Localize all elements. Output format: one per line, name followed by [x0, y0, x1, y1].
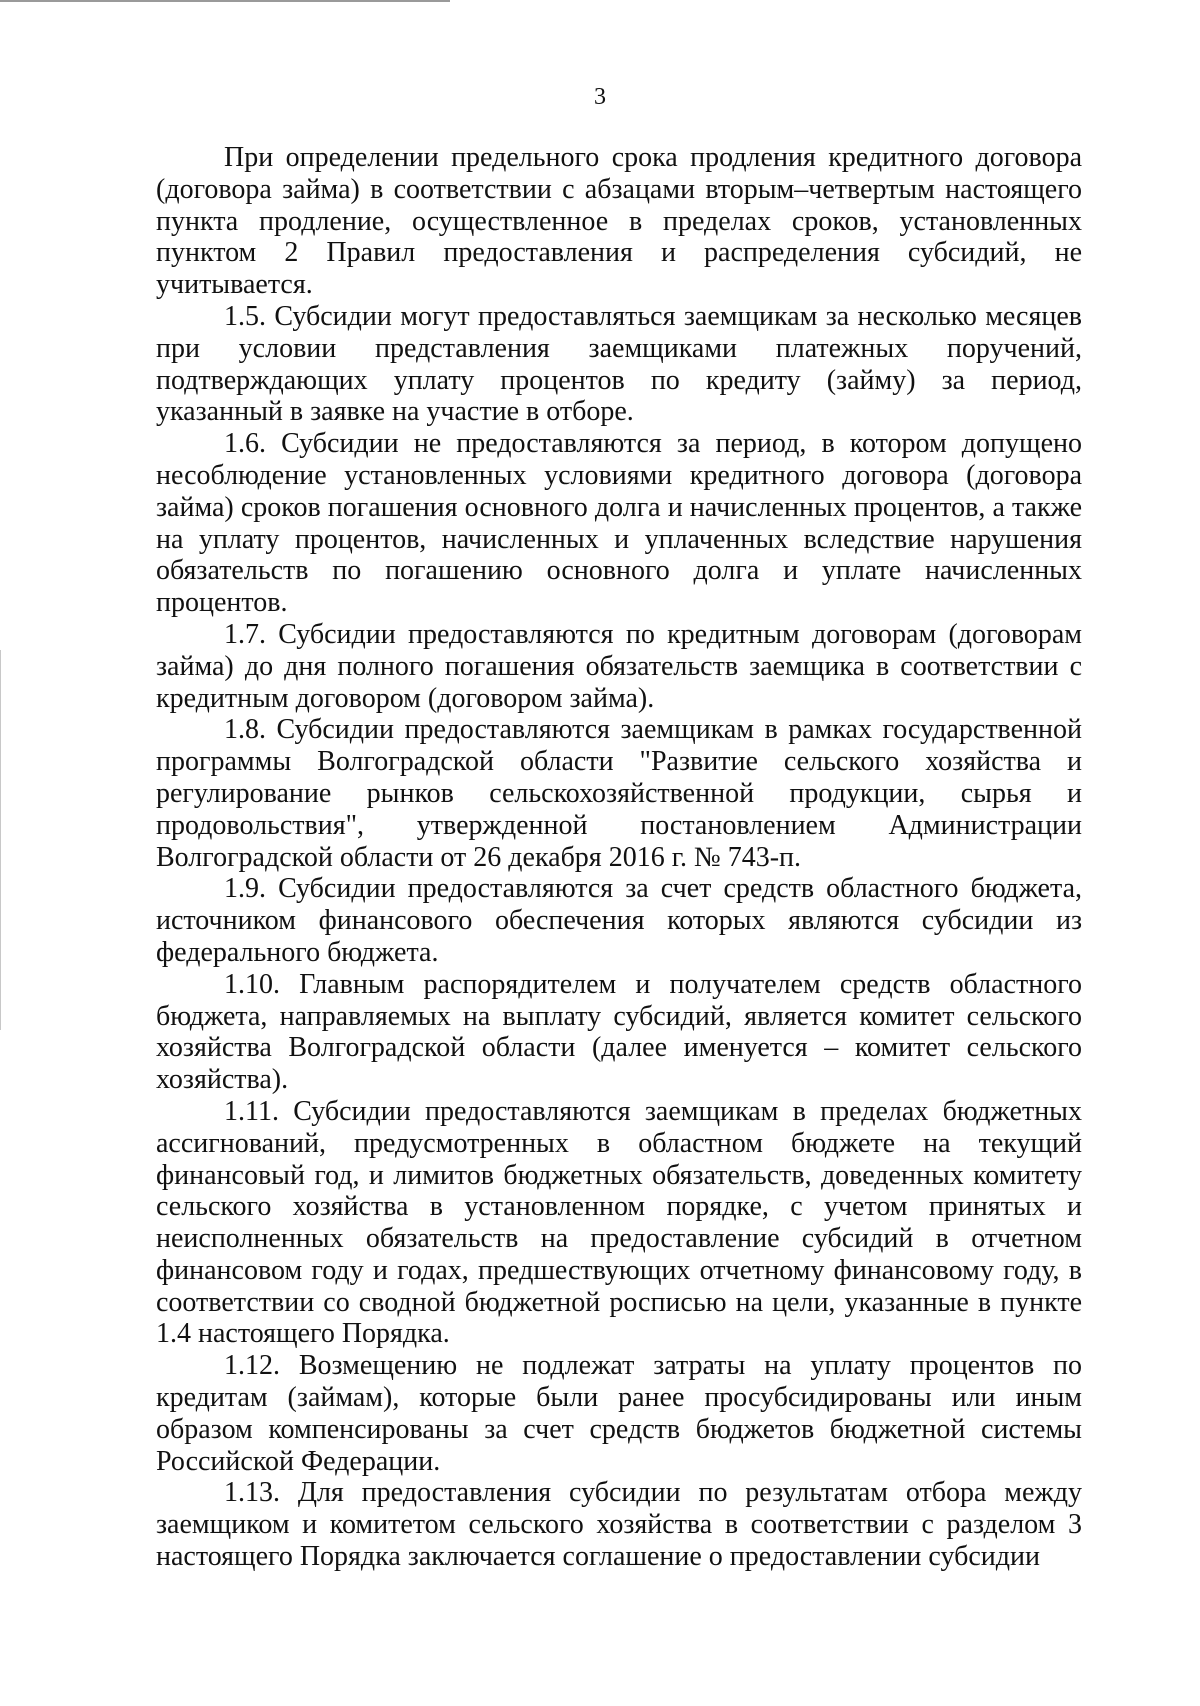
document-body	[156, 142, 1082, 1573]
paragraph-1-12: 1.12. Возмещению не подлежат затраты на уплату процентов по кредитам (займам), которые были ранее просубсидированы или иным образом компенсированы за счет средств бюджетов бюджетной системы Российской Федерации.	[156, 1350, 1082, 1477]
scan-edge-left	[0, 650, 1, 1030]
paragraph-1-8: 1.8. Субсидии предоставляются заемщикам в рамках государственной программы Волгоградской области "Развитие сельского хозяйства и регулирование рынков сельскохозяйственной продукции, сырья и продовольствия", утвержденной постановлением Администрации Волгоградской области от 26 декабря 2016 г. № 743-п.	[156, 714, 1082, 873]
paragraph-1-5: 1.5. Субсидии могут предоставляться заемщикам за несколько месяцев при условии представления заемщиками платежных поручений, подтверждающих уплату процентов по кредиту (займу) за период, указанный в заявке на участие в отборе.	[156, 300, 1082, 428]
paragraph-1-10: 1.10. Главным распорядителем и получателем средств областного бюджета, направляемых на выплату субсидий, является комитет сельского хозяйства Волгоградской области (далее именуется – комитет сельского хозяйства).	[156, 968, 1082, 1096]
paragraph-extension-note: При определении предельного срока продления кредитного договора (договора займа) в соответствии с абзацами вторым–четвертым настоящего пункта продление, осуществленное в пределах сроков, установленных пунктом 2 Правил предоставления и распределения субсидий, не учитывается.	[156, 142, 1082, 301]
paragraph-1-6: 1.6. Субсидии не предоставляются за период, в котором допущено несоблюдение установленных условиями кредитного договора (договора займа) сроков погашения основного долга и начисленных процентов, а также на уплату процентов, начисленных и уплаченных вследствие нарушения обязательств по погашению основного долга и уплате начисленных процентов.	[156, 428, 1082, 619]
paragraph-1-13: 1.13. Для предоставления субсидии по результатам отбора между заемщиком и комитетом сельского хозяйства в соответствии с разделом 3 настоящего Порядка заключается соглашение о предоставлении субсидии	[156, 1477, 1082, 1573]
paragraph-1-7: 1.7. Субсидии предоставляются по кредитным договорам (договорам займа) до дня полного погашения обязательств заемщика в соответствии с кредитным договором (договором займа).	[156, 618, 1082, 714]
scan-edge-top	[0, 0, 450, 2]
paragraph-1-11: 1.11. Субсидии предоставляются заемщикам в пределах бюджетных ассигнований, предусмотренных в областном бюджете на текущий финансовый год, и лимитов бюджетных обязательств, доведенных комитету сельского хозяйства в установленном порядке, с учетом принятых и неисполненных обязательств на предоставление субсидий в отчетном финансовом году и годах, предшествующих отчетному финансовому году, в соответствии со сводной бюджетной росписью на цели, указанные в пункте 1.4 настоящего Порядка.	[156, 1095, 1082, 1350]
paragraph-1-9: 1.9. Субсидии предоставляются за счет средств областного бюджета, источником финансового обеспечения которых являются субсидии из федерального бюджета.	[156, 873, 1082, 968]
page-number: 3	[594, 84, 606, 110]
